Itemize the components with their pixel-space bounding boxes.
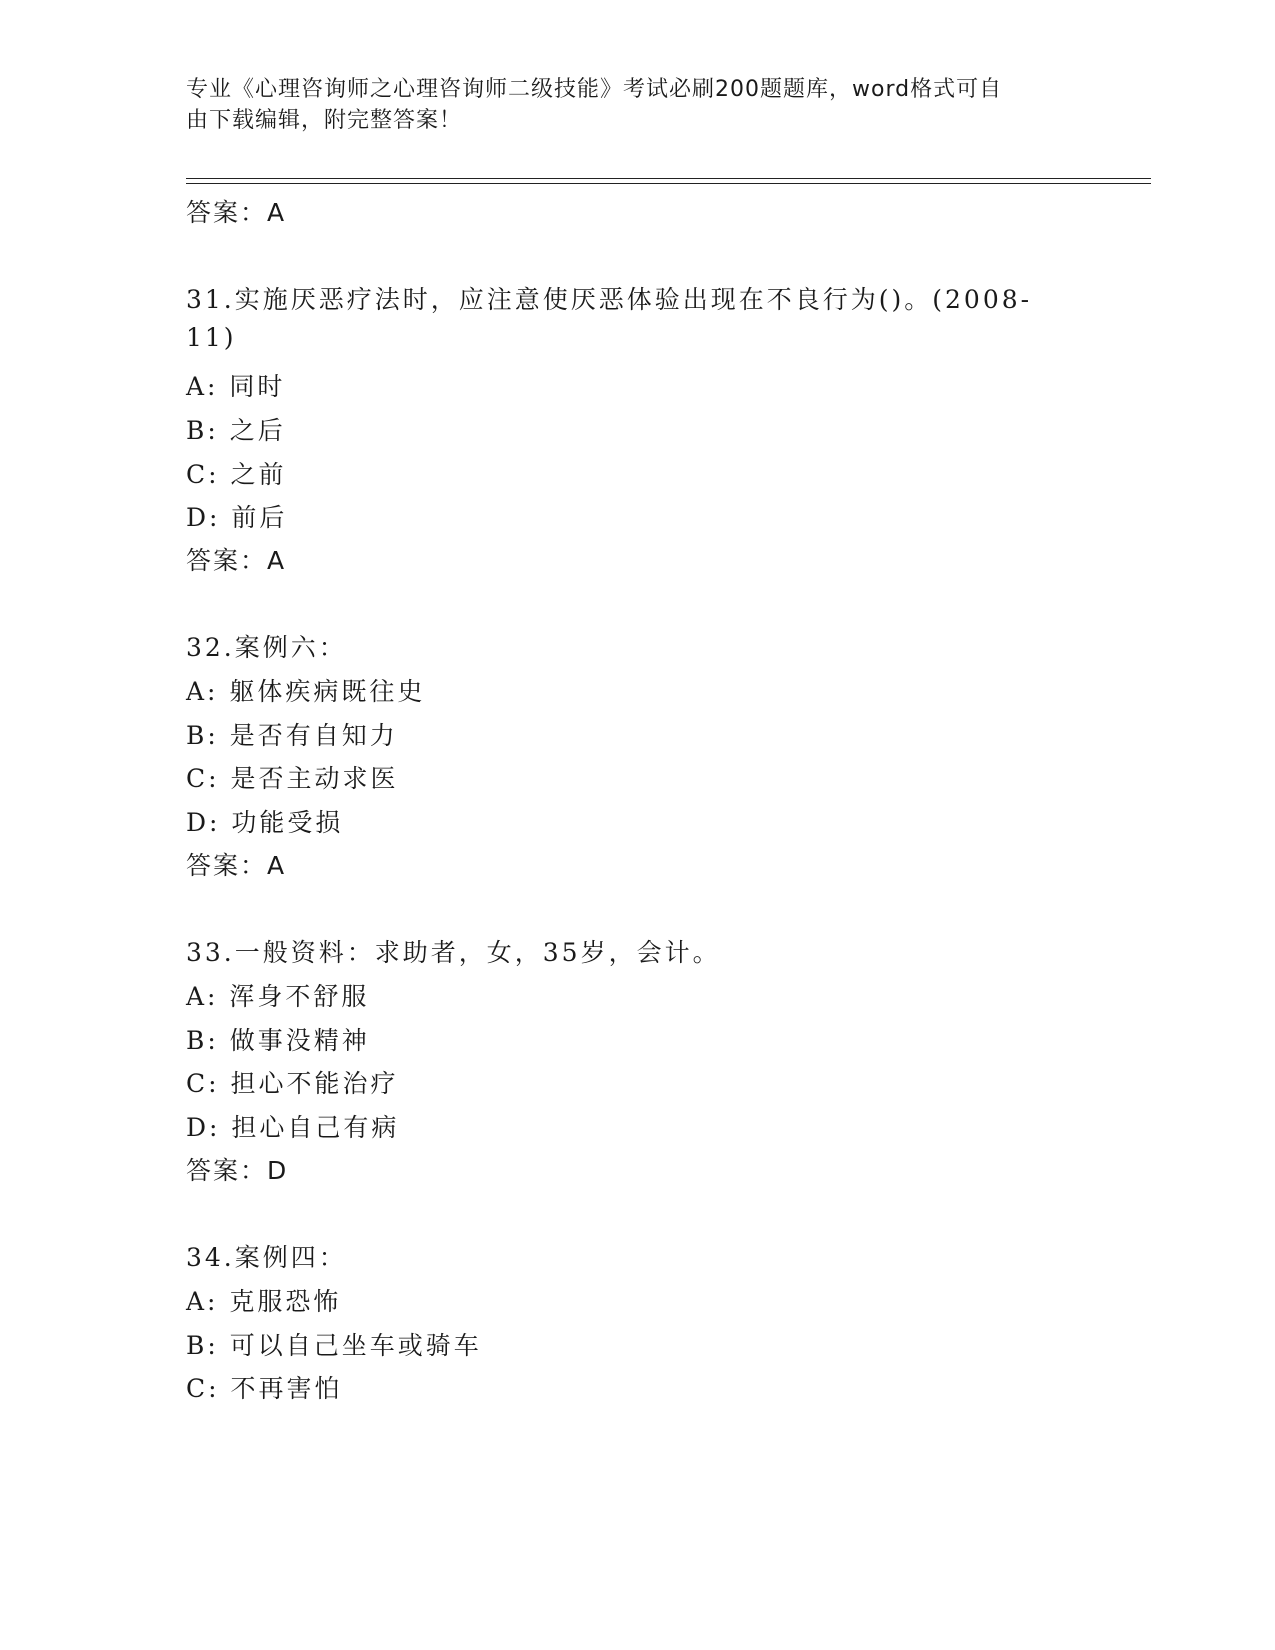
question-stem: 32.案例六：	[186, 633, 347, 662]
question-stem: 34.案例四：	[186, 1243, 347, 1272]
option-b: B: 是否有自知力	[186, 721, 398, 750]
option-d: D: 功能受损	[186, 808, 344, 837]
option-d: D: 担心自己有病	[186, 1113, 400, 1142]
header-divider-bottom	[186, 183, 1151, 184]
question-stem: 33.一般资料：求助者，女，35岁，会计。	[186, 938, 721, 967]
option-c: C: 是否主动求医	[186, 764, 399, 793]
answer-label: 答案：A	[186, 546, 287, 575]
header-line-1: 专业《心理咨询师之心理咨询师二级技能》考试必刷200题题库，word格式可自	[186, 77, 1003, 102]
option-d: D: 前后	[186, 503, 288, 532]
header-divider-top	[186, 178, 1151, 179]
question-stem-continued: 11)	[186, 323, 237, 352]
option-b: B: 可以自己坐车或骑车	[186, 1331, 482, 1360]
question-stem: 31.实施厌恶疗法时，应注意使厌恶体验出现在不良行为()。(2008-	[186, 285, 1033, 314]
option-c: C: 担心不能治疗	[186, 1069, 399, 1098]
option-a: A: 克服恐怖	[186, 1287, 342, 1316]
option-a: A: 同时	[186, 372, 286, 401]
answer-label: 答案：A	[186, 198, 287, 227]
option-c: C: 不再害怕	[186, 1374, 343, 1403]
option-b: B: 做事没精神	[186, 1026, 370, 1055]
option-c: C: 之前	[186, 460, 287, 489]
option-b: B: 之后	[186, 416, 286, 445]
document-header	[186, 74, 1066, 136]
header-line-2: 由下载编辑，附完整答案！	[186, 108, 463, 133]
option-a: A: 浑身不舒服	[186, 982, 370, 1011]
answer-label: 答案：A	[186, 851, 287, 880]
answer-label: 答案：D	[186, 1156, 289, 1185]
option-a: A: 躯体疾病既往史	[186, 677, 426, 706]
